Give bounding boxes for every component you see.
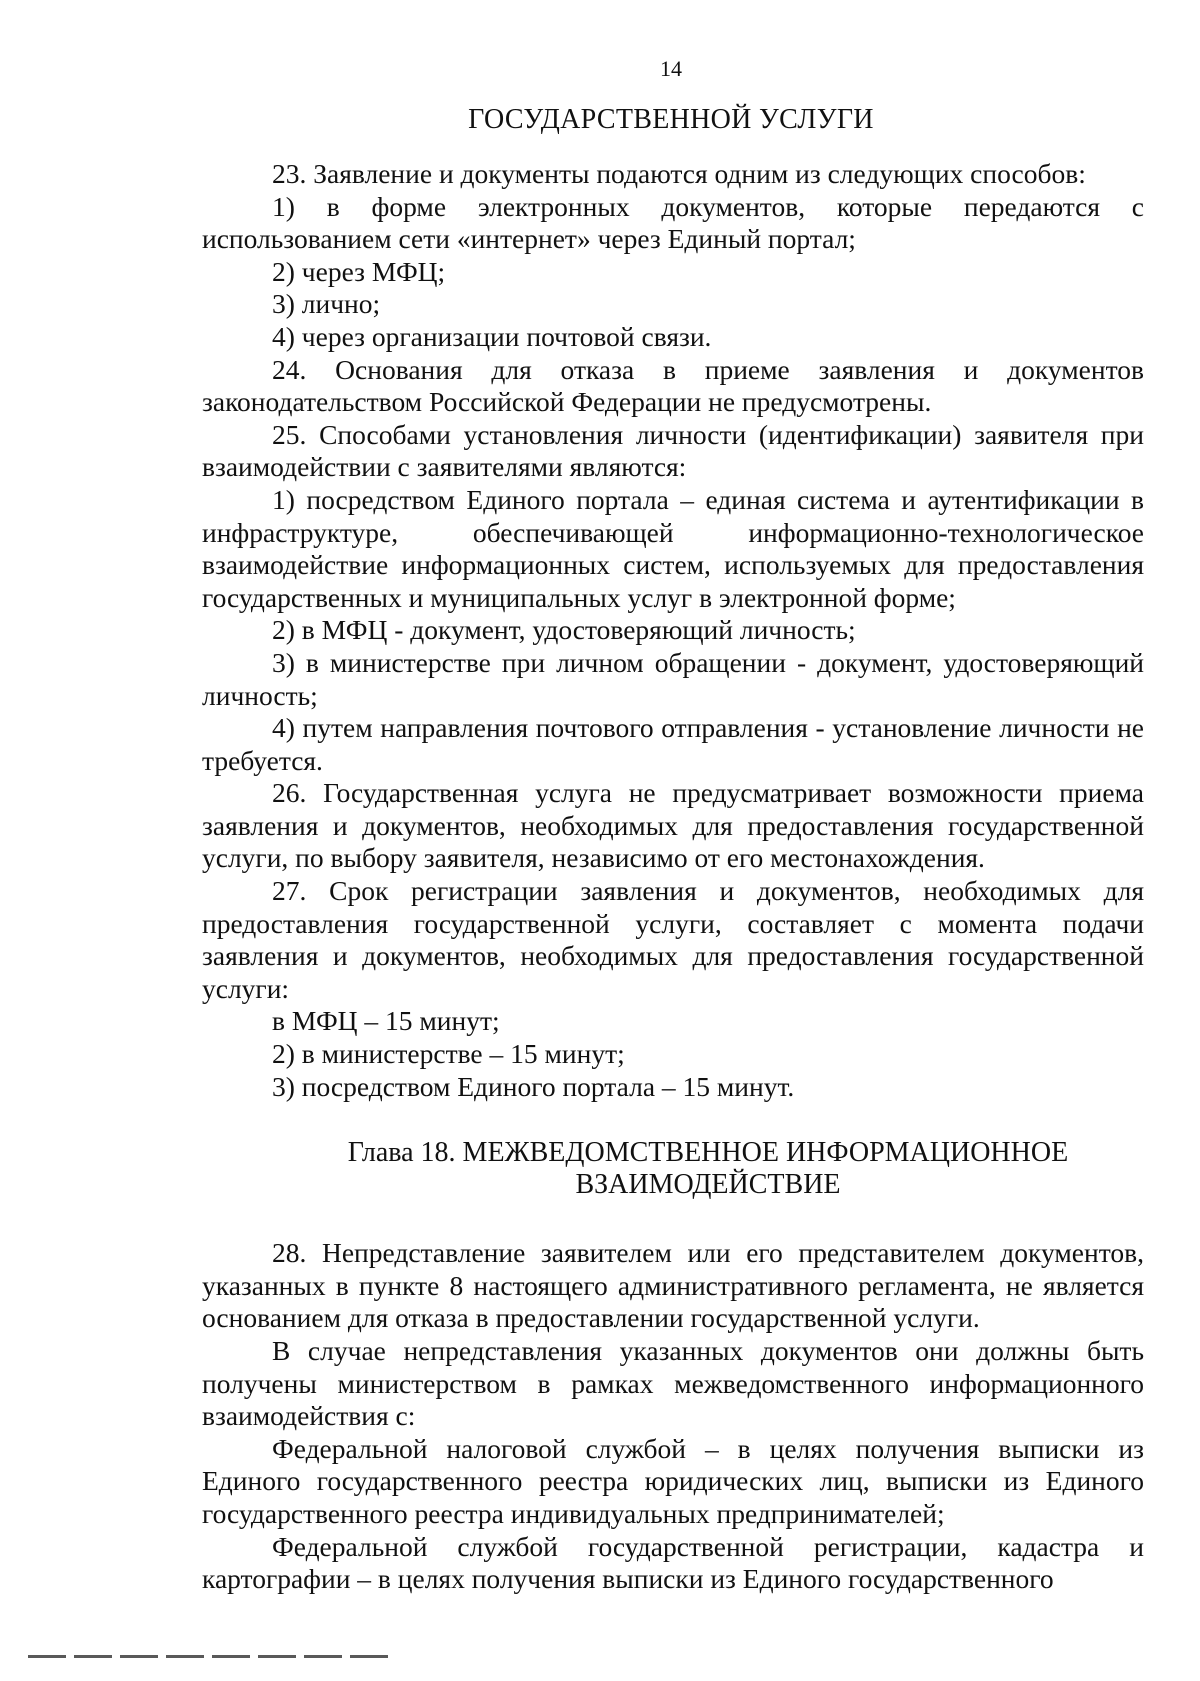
list-item-personally: 3) лично; [272,288,381,320]
paragraph-tax-service: Федеральной налоговой службой – в целях получения выписки из Единого государственного реестра юридических лиц, выписки из Единого государственного реестра индивидуальных предпринимателей; [202,1432,1144,1529]
chapter-title-line-2: ВЗАИМОДЕЙСТВИЕ [575,1169,841,1201]
paragraph-26: 26. Государственная услуга не предусматривает возможности приема заявления и документов, необходимых для предоставления государственной услуги, по выбору заявителя, независимо от его местонахождения. [202,777,1144,874]
section-heading: ГОСУДАРСТВЕННОЙ УСЛУГИ [468,104,874,135]
list-item-mfc-identification: 2) в МФЦ - документ, удостоверяющий личность; [272,614,856,646]
chapter-title [202,1137,1144,1201]
list-item-mfc: 2) через МФЦ; [272,255,446,287]
paragraph-27: 27. Срок регистрации заявления и документов, необходимых для предоставления государственной услуги, составляет с момента подачи заявления и документов, необходимых для предоставления государственной услуги: [202,875,1144,1004]
paragraph-28: 28. Непредставление заявителем или его представителем документов, указанных в пункте 8 настоящего административного регламента, не является основанием для отказа в предоставлении государственной услуги. [202,1237,1144,1334]
paragraph-missing-documents: В случае непредставления указанных документов они должны быть получены министерством в рамках межведомственного информационного взаимодействия с: [202,1335,1144,1432]
list-item-mfc-time: в МФЦ – 15 минут; [272,1005,500,1037]
chapter-title-line-1: Глава 18. МЕЖВЕДОМСТВЕННОЕ ИНФОРМАЦИОННОЕ [347,1137,1069,1169]
list-item-electronic: 1) в форме электронных документов, которые передаются с использованием сети «интернет» через Единый портал; [202,190,1144,255]
paragraph-25: 25. Способами установления личности (идентификации) заявителя при взаимодействии с заявителями являются: [202,418,1144,483]
page-number: 14 [660,56,682,81]
list-item-portal-identification: 1) посредством Единого портала – единая система и аутентификации в инфраструктуре, обеспечивающей информационно-технологическое взаимодействие информационных систем, используемых для предоставления государственных и муниципальных услуг в электронной форме; [202,483,1144,613]
list-item-post: 4) через организации почтовой связи. [272,320,712,352]
document-body [202,158,1144,1596]
list-item-ministry-time: 2) в министерстве – 15 минут; [272,1038,625,1070]
paragraph-23: 23. Заявление и документы подаются одним из следующих способов: [272,158,1086,189]
paragraph-registration-service: Федеральной службой государственной регистрации, кадастра и картографии – в целях получения выписки из Единого государственного [202,1530,1144,1595]
scan-dash-marks [28,1655,388,1658]
list-item-ministry-identification: 3) в министерстве при личном обращении - документ, удостоверяющий личность; [202,646,1144,711]
list-item-post-identification: 4) путем направления почтового отправления - установление личности не требуется. [202,712,1144,776]
list-item-portal-time: 3) посредством Единого портала – 15 минут. [272,1070,795,1102]
paragraph-24: 24. Основания для отказа в приеме заявления и документов законодательством Российской Федерации не предусмотрены. [202,353,1144,418]
